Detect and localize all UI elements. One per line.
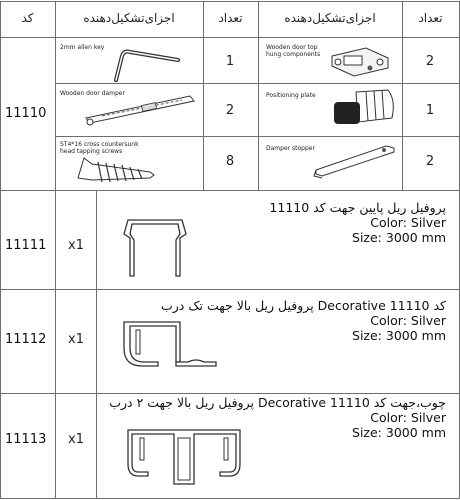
profile-qty-bottom-rail: x1 (68, 238, 84, 253)
profile-title-bottom-rail: پروفیل ریل پایین جهت کد 11110 (269, 200, 446, 215)
profile-code-bottom-rail: 11111 (5, 238, 47, 253)
single-top-rail-profile-icon (118, 318, 222, 380)
positioning-plate-icon (328, 84, 398, 134)
part-label-allen-key: 2mm allen key (60, 44, 105, 51)
header-count-right: تعداد (418, 11, 443, 25)
profile-title-double-top-rail: پروفیل ریل بالا جهت ۲ درب Decorative چوب،جهت کد 11110 (109, 395, 446, 410)
part-label-damper-stopper: Damper stopper (266, 145, 315, 152)
profile-code-double-top-rail: 11113 (5, 432, 47, 447)
table-border-bottom (0, 498, 460, 499)
profile-qty-single-top-rail: x1 (68, 332, 84, 347)
header-components-right: اجزای‌تشکیل‌دهنده (284, 11, 376, 25)
header-code: کد (21, 11, 34, 25)
kit-code: 11110 (5, 106, 47, 121)
header-divider (0, 37, 460, 38)
double-top-rail-profile-icon (120, 424, 248, 496)
profile-title-single-top-rail: پروفیل ریل بالا جهت تک درب Decorative کد 11110 (160, 298, 446, 313)
section-divider (0, 393, 460, 394)
profile-color-single-top-rail: Color: Silver (370, 313, 446, 328)
column-divider (203, 1, 204, 190)
column-divider (402, 1, 403, 190)
bottom-rail-profile-icon (120, 212, 190, 278)
profile-color-bottom-rail: Color: Silver (370, 215, 446, 230)
section-divider (0, 289, 460, 290)
part-label-screws: ST4*16 cross countersunk head tapping screws (60, 141, 139, 155)
table-border-left (0, 1, 1, 499)
section-divider (0, 190, 460, 191)
part-label-positioning-plate: Positioning plate (266, 92, 316, 99)
part-qty-positioning-plate: 1 (425, 103, 435, 118)
column-divider (258, 1, 259, 190)
part-qty-hanger: 2 (425, 54, 435, 69)
profile-size-bottom-rail: Size: 3000 mm (352, 230, 446, 245)
part-label-door-damper: Wooden door damper (60, 90, 125, 97)
part-label-hanger: Wooden door top hung components (266, 44, 321, 58)
table-border-top (0, 1, 460, 2)
profile-size-single-top-rail: Size: 3000 mm (352, 328, 446, 343)
profile-color-double-top-rail: Color: Silver (370, 410, 446, 425)
door-damper-icon (82, 88, 200, 128)
stopper-icon (310, 140, 400, 180)
part-qty-damper-stopper: 2 (425, 154, 435, 169)
header-components-left: اجزای‌تشکیل‌دهنده (83, 11, 175, 25)
allen-key-icon (110, 46, 190, 82)
profile-code-single-top-rail: 11112 (5, 332, 47, 347)
part-qty-screws: 8 (225, 154, 235, 169)
column-divider (96, 190, 97, 499)
part-qty-allen-key: 1 (225, 54, 235, 69)
part-qty-door-damper: 2 (225, 103, 235, 118)
profile-qty-double-top-rail: x1 (68, 432, 84, 447)
header-count-left: تعداد (218, 11, 243, 25)
hanger-icon (326, 42, 396, 80)
profile-size-double-top-rail: Size: 3000 mm (352, 425, 446, 440)
screw-icon (70, 152, 160, 188)
